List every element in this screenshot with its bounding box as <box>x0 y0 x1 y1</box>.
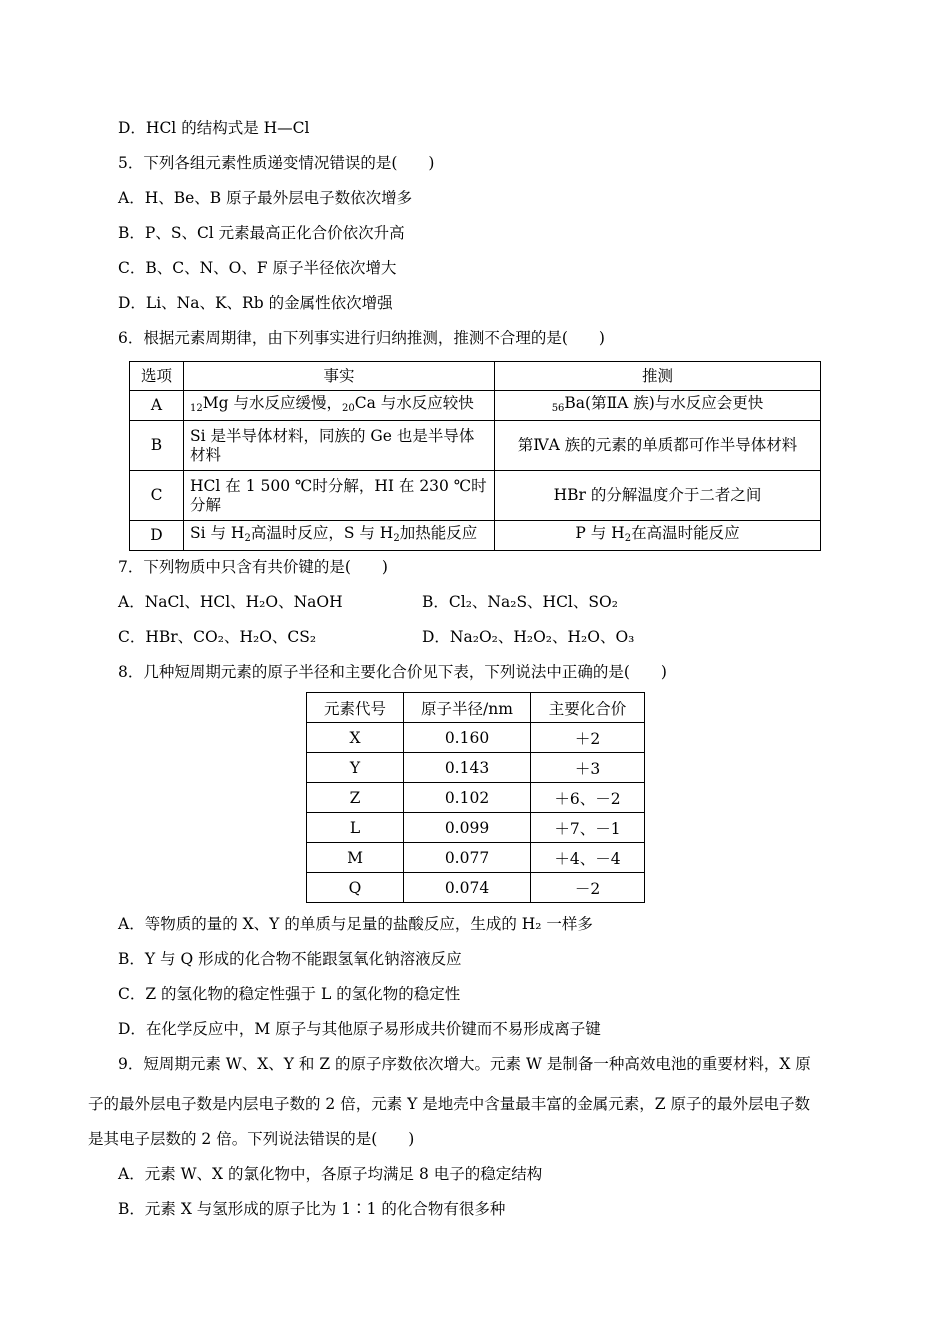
table-row <box>307 873 645 903</box>
q6-row-c-inference: HBr 的分解温度介于二者之间 <box>495 471 821 521</box>
q7-option-a: A．NaCl、HCl、H₂O、NaOH <box>118 593 343 611</box>
q9-option-a: A．元素 W、X 的氯化物中，各原子均满足 8 电子的稳定结构 <box>118 1165 543 1183</box>
table-row <box>307 813 645 843</box>
q8-cell-code: Z <box>307 783 404 813</box>
q8-cell-radius: 0.099 <box>404 813 531 843</box>
q7-stem: 7．下列物质中只含有共价键的是( ) <box>118 558 388 576</box>
q6-row-a-inference: 56Ba(第ⅡA 族)与水反应会更快 <box>495 391 821 421</box>
q8-cell-valence: ＋7、－1 <box>531 813 645 843</box>
q6-row-c-fact: HCl 在 1 500 ℃时分解，HI 在 230 ℃时分解 <box>184 471 495 521</box>
q8-table <box>306 692 645 903</box>
table-row <box>307 783 645 813</box>
q8-option-b: B．Y 与 Q 形成的化合物不能跟氢氧化钠溶液反应 <box>118 950 462 968</box>
q8-cell-code: M <box>307 843 404 873</box>
q8-cell-code: L <box>307 813 404 843</box>
q6-row-b-fact: Si 是半导体材料，同族的 Ge 也是半导体材料 <box>184 421 495 471</box>
q8-cell-radius: 0.074 <box>404 873 531 903</box>
q6-row-b-inference: 第ⅣA 族的元素的单质都可作半导体材料 <box>495 421 821 471</box>
q9-stem-line-3: 是其电子层数的 2 倍。下列说法错误的是( ) <box>88 1130 415 1148</box>
q8-cell-valence: ＋2 <box>531 723 645 753</box>
q6-row-d-option: D <box>130 521 184 551</box>
q4-option-d: D．HCl 的结构式是 H—Cl <box>118 119 310 137</box>
q9-stem-line-2: 子的最外层电子数是内层电子数的 2 倍，元素 Y 是地壳中含量最丰富的金属元素，Z 原子的最外层电子数 <box>88 1095 811 1113</box>
q5-option-d: D．Li、Na、K、Rb 的金属性依次增强 <box>118 294 393 312</box>
q8-cell-valence: －2 <box>531 873 645 903</box>
q5-option-c: C．B、C、N、O、F 原子半径依次增大 <box>118 259 397 277</box>
q6-row-d-inference: P 与 $H_2$在高温时能反应 <box>495 521 821 551</box>
q6-header-inference: 推测 <box>495 362 821 391</box>
q5-option-b: B．P、S、Cl 元素最高正化合价依次升高 <box>118 224 405 242</box>
table-row <box>307 753 645 783</box>
table-row <box>307 843 645 873</box>
q8-cell-valence: ＋6、－2 <box>531 783 645 813</box>
q8-stem: 8．几种短周期元素的原子半径和主要化合价见下表，下列说法中正确的是( ) <box>118 663 667 681</box>
q8-header-valence: 主要化合价 <box>531 693 645 723</box>
q7-option-d: D．Na₂O₂、H₂O₂、H₂O、O₃ <box>422 628 635 646</box>
q6-row-d-fact: Si 与 $H_2$高温时反应，S 与 $H_2$加热能反应 <box>184 521 495 551</box>
q9-stem-line-1: 9．短周期元素 W、X、Y 和 Z 的原子序数依次增大。元素 W 是制备一种高效电池的重要材料，X 原 <box>118 1055 811 1073</box>
q8-cell-code: Y <box>307 753 404 783</box>
q5-option-a: A．H、Be、B 原子最外层电子数依次增多 <box>118 189 413 207</box>
q6-table <box>129 361 821 551</box>
q8-cell-radius: 0.077 <box>404 843 531 873</box>
q8-cell-code: Q <box>307 873 404 903</box>
q6-row-a-fact: 12Mg 与水反应缓慢，20Ca 与水反应较快 <box>184 391 495 421</box>
q6-stem: 6．根据元素周期律，由下列事实进行归纳推测，推测不合理的是( ) <box>118 329 605 347</box>
q6-header-option: 选项 <box>130 362 184 391</box>
q8-cell-code: X <box>307 723 404 753</box>
q8-header-radius: 原子半径/nm <box>404 693 531 723</box>
q8-cell-valence: ＋3 <box>531 753 645 783</box>
q8-cell-radius: 0.102 <box>404 783 531 813</box>
q6-header-fact: 事实 <box>184 362 495 391</box>
q8-cell-radius: 0.160 <box>404 723 531 753</box>
table-row <box>307 723 645 753</box>
q8-option-c: C．Z 的氢化物的稳定性强于 L 的氢化物的稳定性 <box>118 985 461 1003</box>
q7-option-c: C．HBr、CO₂、H₂O、CS₂ <box>118 628 317 646</box>
q9-option-b: B．元素 X 与氢形成的原子比为 1∶1 的化合物有很多种 <box>118 1200 506 1218</box>
q6-row-c-option: C <box>130 471 184 521</box>
q8-cell-radius: 0.143 <box>404 753 531 783</box>
q8-cell-valence: ＋4、－4 <box>531 843 645 873</box>
q8-option-a: A．等物质的量的 X、Y 的单质与足量的盐酸反应，生成的 H₂ 一样多 <box>118 915 593 933</box>
q5-stem: 5．下列各组元素性质递变情况错误的是( ) <box>118 154 435 172</box>
q8-header-code: 元素代号 <box>307 693 404 723</box>
q7-option-b: B．Cl₂、Na₂S、HCl、SO₂ <box>422 593 618 611</box>
q6-row-a-option: A <box>130 391 184 421</box>
q8-option-d: D．在化学反应中，M 原子与其他原子易形成共价键而不易形成离子键 <box>118 1020 601 1038</box>
q6-row-b-option: B <box>130 421 184 471</box>
